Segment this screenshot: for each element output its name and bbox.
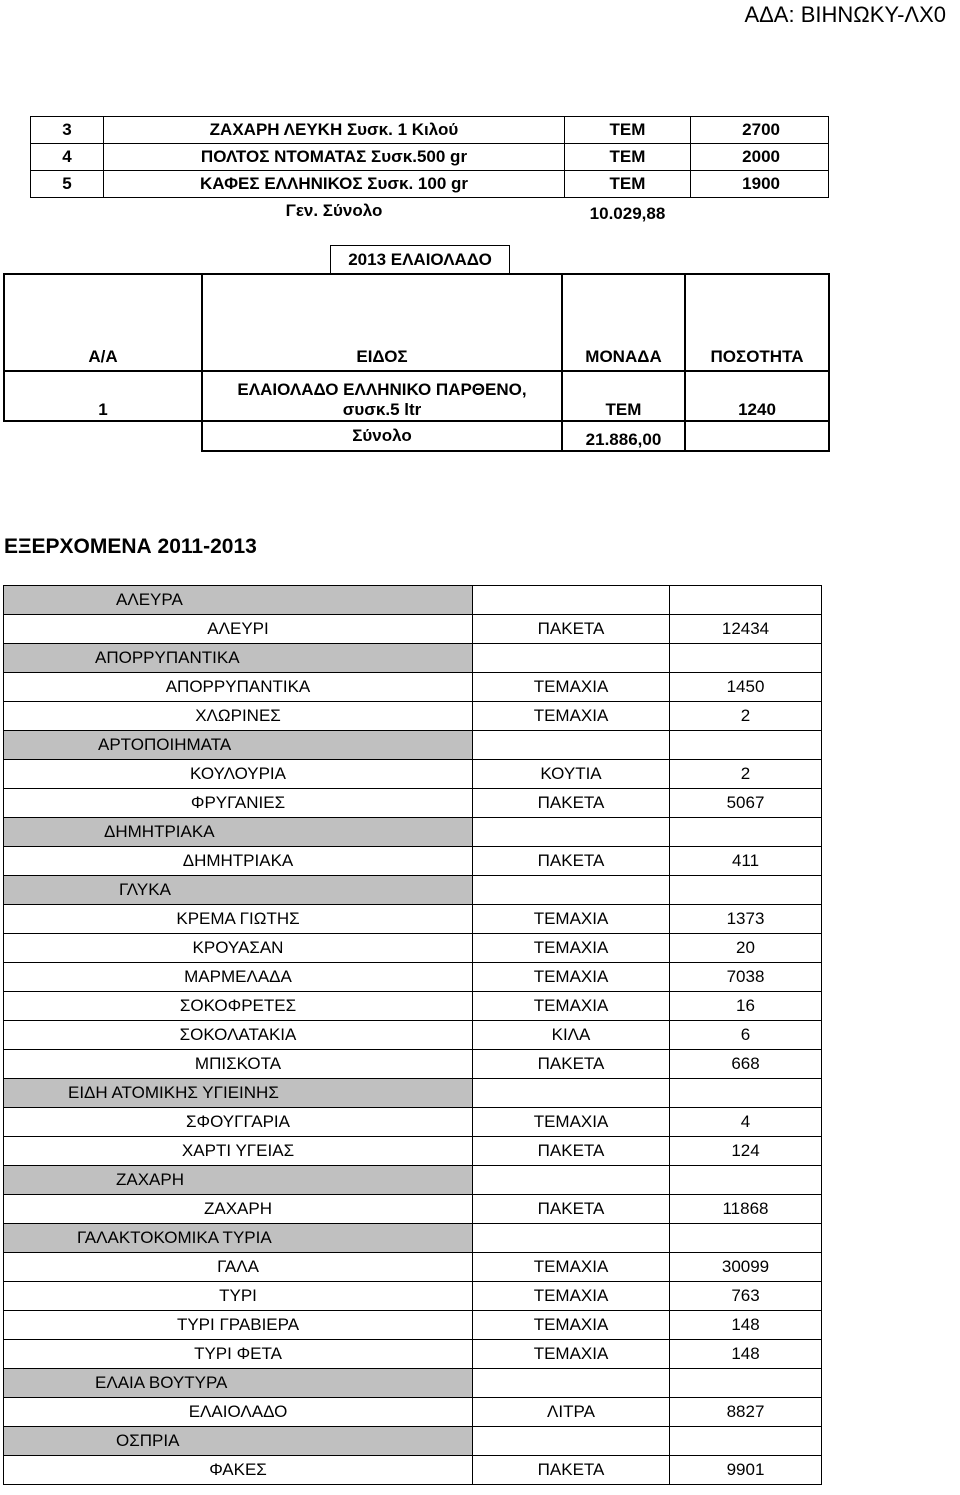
unit: ΠΑΚΕΤΑ (473, 847, 670, 876)
item-name: ΠΟΛΤΟΣ ΝΤΟΜΑΤΑΣ Συσκ.500 gr (104, 144, 565, 171)
quantity: 1240 (685, 371, 829, 421)
item-name: ΤΥΡΙ ΦΕΤΑ (4, 1340, 473, 1369)
table-row (4, 1311, 822, 1340)
item-name: ΤΥΡΙ (4, 1282, 473, 1311)
empty-cell (473, 644, 670, 673)
unit: ΠΑΚΕΤΑ (473, 1456, 670, 1485)
category-name: ΑΠΟΡΡΥΠΑΝΤΙΚΑ (4, 644, 473, 673)
row-number: 5 (31, 171, 104, 198)
unit: ΤΕΜ (565, 144, 691, 171)
table-row (4, 702, 822, 731)
empty-cell (473, 1224, 670, 1253)
grand-total-value: 10.029,88 (589, 204, 666, 223)
table-row (4, 1021, 822, 1050)
category-row (4, 1224, 822, 1253)
olive-oil-table (3, 273, 830, 452)
item-name: ΣΟΚΟΦΡΕΤΕΣ (4, 992, 473, 1021)
table-row (4, 1282, 822, 1311)
empty-cell (473, 1427, 670, 1456)
category-row (4, 1427, 822, 1456)
quantity: 9901 (670, 1456, 822, 1485)
category-row (4, 1369, 822, 1398)
item-line-2: συσκ.5 ltr (342, 400, 422, 419)
unit: ΤΕΜ (565, 171, 691, 198)
quantity: 30099 (670, 1253, 822, 1282)
empty-cell (670, 1427, 822, 1456)
item-name: ΓΑΛΑ (4, 1253, 473, 1282)
category-name: ΑΡΤΟΠΟΙΗΜΑΤΑ (4, 731, 473, 760)
table-row (4, 1137, 822, 1166)
quantity: 2000 (691, 144, 829, 171)
header-row (4, 274, 829, 371)
unit: ΤΕΜΑΧΙΑ (473, 905, 670, 934)
quantity: 148 (670, 1311, 822, 1340)
unit: ΤΕΜ (562, 371, 685, 421)
olive-oil-title: 2013 ΕΛΑΙΟΛΑΔΟ (330, 245, 510, 275)
category-row (4, 1079, 822, 1108)
category-row (4, 818, 822, 847)
category-row (4, 586, 822, 615)
category-row (4, 644, 822, 673)
quantity: 763 (670, 1282, 822, 1311)
category-name: ΔΗΜΗΤΡΙΑΚΑ (4, 818, 473, 847)
table-row (4, 760, 822, 789)
quantity: 2 (670, 702, 822, 731)
table-row (31, 171, 829, 198)
quantity: 8827 (670, 1398, 822, 1427)
unit: ΤΕΜΑΧΙΑ (473, 702, 670, 731)
unit: ΚΟΥΤΙΑ (473, 760, 670, 789)
category-name: ΕΙΔΗ ΑΤΟΜΙΚΗΣ ΥΓΙΕΙΝΗΣ (4, 1079, 473, 1108)
unit: ΤΕΜΑΧΙΑ (473, 992, 670, 1021)
quantity: 1373 (670, 905, 822, 934)
item-name: ΚΟΥΛΟΥΡΙΑ (4, 760, 473, 789)
quantity: 12434 (670, 615, 822, 644)
item-name: ΖΑΧΑΡΗ ΛΕΥΚΗ Συσκ. 1 Κιλού (104, 117, 565, 144)
table-row (31, 117, 829, 144)
quantity: 2700 (691, 117, 829, 144)
empty-cell (670, 644, 822, 673)
item-name: ΦΡΥΓΑΝΙΕΣ (4, 789, 473, 818)
item-name: ΚΑΦΕΣ ΕΛΛΗΝΙΚΟΣ Συσκ. 100 gr (104, 171, 565, 198)
empty-cell (670, 1166, 822, 1195)
empty-cell (670, 1224, 822, 1253)
unit: ΠΑΚΕΤΑ (473, 1137, 670, 1166)
table-row (4, 992, 822, 1021)
unit: ΤΕΜΑΧΙΑ (473, 1311, 670, 1340)
category-name: ΓΛΥΚΑ (4, 876, 473, 905)
table-row (4, 1108, 822, 1137)
header-item: ΕΙΔΟΣ (202, 274, 562, 371)
table-row (4, 934, 822, 963)
item-name: ΚΡΟΥΑΣΑΝ (4, 934, 473, 963)
unit: ΛΙΤΡΑ (473, 1398, 670, 1427)
item-name: ΧΛΩΡΙΝΕΣ (4, 702, 473, 731)
header-aa: Α/Α (4, 274, 202, 371)
quantity: 1900 (691, 171, 829, 198)
ada-code: ΑΔΑ: ΒΙΗΝΩΚΥ-ΛΧ0 (744, 2, 946, 27)
empty-cell (670, 586, 822, 615)
unit: ΤΕΜΑΧΙΑ (473, 934, 670, 963)
header-quantity: ΠΟΣΟΤΗΤΑ (685, 274, 829, 371)
table-row (4, 615, 822, 644)
grand-total-label: Γεν. Σύνολο (285, 201, 383, 220)
row-number: 1 (4, 371, 202, 421)
quantity: 411 (670, 847, 822, 876)
category-row (4, 731, 822, 760)
category-row (4, 876, 822, 905)
empty-cell (473, 876, 670, 905)
quantity: 124 (670, 1137, 822, 1166)
unit: ΠΑΚΕΤΑ (473, 1195, 670, 1224)
quantity: 148 (670, 1340, 822, 1369)
unit: ΤΕΜΑΧΙΑ (473, 1253, 670, 1282)
unit: ΤΕΜΑΧΙΑ (473, 1108, 670, 1137)
empty-cell (473, 1369, 670, 1398)
empty-cell (670, 731, 822, 760)
table-row (4, 673, 822, 702)
empty-cell (473, 586, 670, 615)
table-row (4, 1195, 822, 1224)
empty-cell (473, 731, 670, 760)
empty-cell (473, 818, 670, 847)
table-row (4, 371, 829, 421)
quantity: 7038 (670, 963, 822, 992)
table-row (4, 1340, 822, 1369)
item-name: ΣΟΚΟΛΑΤΑΚΙΑ (4, 1021, 473, 1050)
unit: ΤΕΜΑΧΙΑ (473, 673, 670, 702)
item-name: ΤΥΡΙ ΓΡΑΒΙΕΡΑ (4, 1311, 473, 1340)
empty-cell (670, 1079, 822, 1108)
item-name: ΑΛΕΥΡΙ (4, 615, 473, 644)
unit: ΤΕΜΑΧΙΑ (473, 963, 670, 992)
category-name: ΕΛΑΙΑ ΒΟΥΤΥΡΑ (4, 1369, 473, 1398)
category-row (4, 1166, 822, 1195)
item-name: ΕΛΑΙΟΛΑΔΟ (4, 1398, 473, 1427)
unit: ΚΙΛΑ (473, 1021, 670, 1050)
category-name: ΖΑΧΑΡΗ (4, 1166, 473, 1195)
item-name: ΧΑΡΤΙ ΥΓΕΙΑΣ (4, 1137, 473, 1166)
row-number: 3 (31, 117, 104, 144)
empty-cell (473, 1166, 670, 1195)
unit: ΤΕΜ (565, 117, 691, 144)
quantity: 20 (670, 934, 822, 963)
item-name: ΜΑΡΜΕΛΑΔΑ (4, 963, 473, 992)
table-row (4, 789, 822, 818)
header-unit: ΜΟΝΑΔΑ (562, 274, 685, 371)
item-name: ΖΑΧΑΡΗ (4, 1195, 473, 1224)
item-name (202, 371, 562, 421)
outstanding-table (3, 585, 822, 1485)
total-value: 21.886,00 (562, 421, 685, 451)
quantity: 4 (670, 1108, 822, 1137)
top-items-table (30, 116, 829, 224)
table-row (4, 1050, 822, 1079)
row-number: 4 (31, 144, 104, 171)
item-name: ΑΠΟΡΡΥΠΑΝΤΙΚΑ (4, 673, 473, 702)
quantity: 5067 (670, 789, 822, 818)
table-row (4, 1398, 822, 1427)
item-name: ΚΡΕΜΑ ΓΙΩΤΗΣ (4, 905, 473, 934)
item-name: ΜΠΙΣΚΟΤΑ (4, 1050, 473, 1079)
category-name: ΑΛΕΥΡΑ (4, 586, 473, 615)
outstanding-title: ΕΞΕΡΧΟΜΕΝΑ 2011-2013 (4, 535, 257, 558)
item-line-1: ΕΛΑΙΟΛΑΔΟ ΕΛΛΗΝΙΚΟ ΠΑΡΘΕΝΟ, (237, 380, 527, 399)
empty-cell (670, 1369, 822, 1398)
item-name: ΔΗΜΗΤΡΙΑΚΑ (4, 847, 473, 876)
empty-cell (670, 876, 822, 905)
unit: ΠΑΚΕΤΑ (473, 789, 670, 818)
empty-cell (473, 1079, 670, 1108)
table-row (31, 144, 829, 171)
table-row (4, 1456, 822, 1485)
unit: ΤΕΜΑΧΙΑ (473, 1282, 670, 1311)
quantity: 2 (670, 760, 822, 789)
quantity: 16 (670, 992, 822, 1021)
quantity: 1450 (670, 673, 822, 702)
unit: ΠΑΚΕΤΑ (473, 615, 670, 644)
table-row (4, 1253, 822, 1282)
unit: ΠΑΚΕΤΑ (473, 1050, 670, 1079)
table-row (4, 905, 822, 934)
category-name: ΟΣΠΡΙΑ (4, 1427, 473, 1456)
total-row (4, 421, 829, 451)
total-label: Σύνολο (202, 421, 562, 451)
empty-cell (670, 818, 822, 847)
quantity: 668 (670, 1050, 822, 1079)
quantity: 6 (670, 1021, 822, 1050)
item-name: ΦΑΚΕΣ (4, 1456, 473, 1485)
table-row (4, 847, 822, 876)
item-name: ΣΦΟΥΓΓΑΡΙΑ (4, 1108, 473, 1137)
table-row (4, 963, 822, 992)
total-row (31, 198, 829, 225)
quantity: 11868 (670, 1195, 822, 1224)
category-name: ΓΑΛΑΚΤΟΚΟΜΙΚΑ ΤΥΡΙΑ (4, 1224, 473, 1253)
unit: ΤΕΜΑΧΙΑ (473, 1340, 670, 1369)
